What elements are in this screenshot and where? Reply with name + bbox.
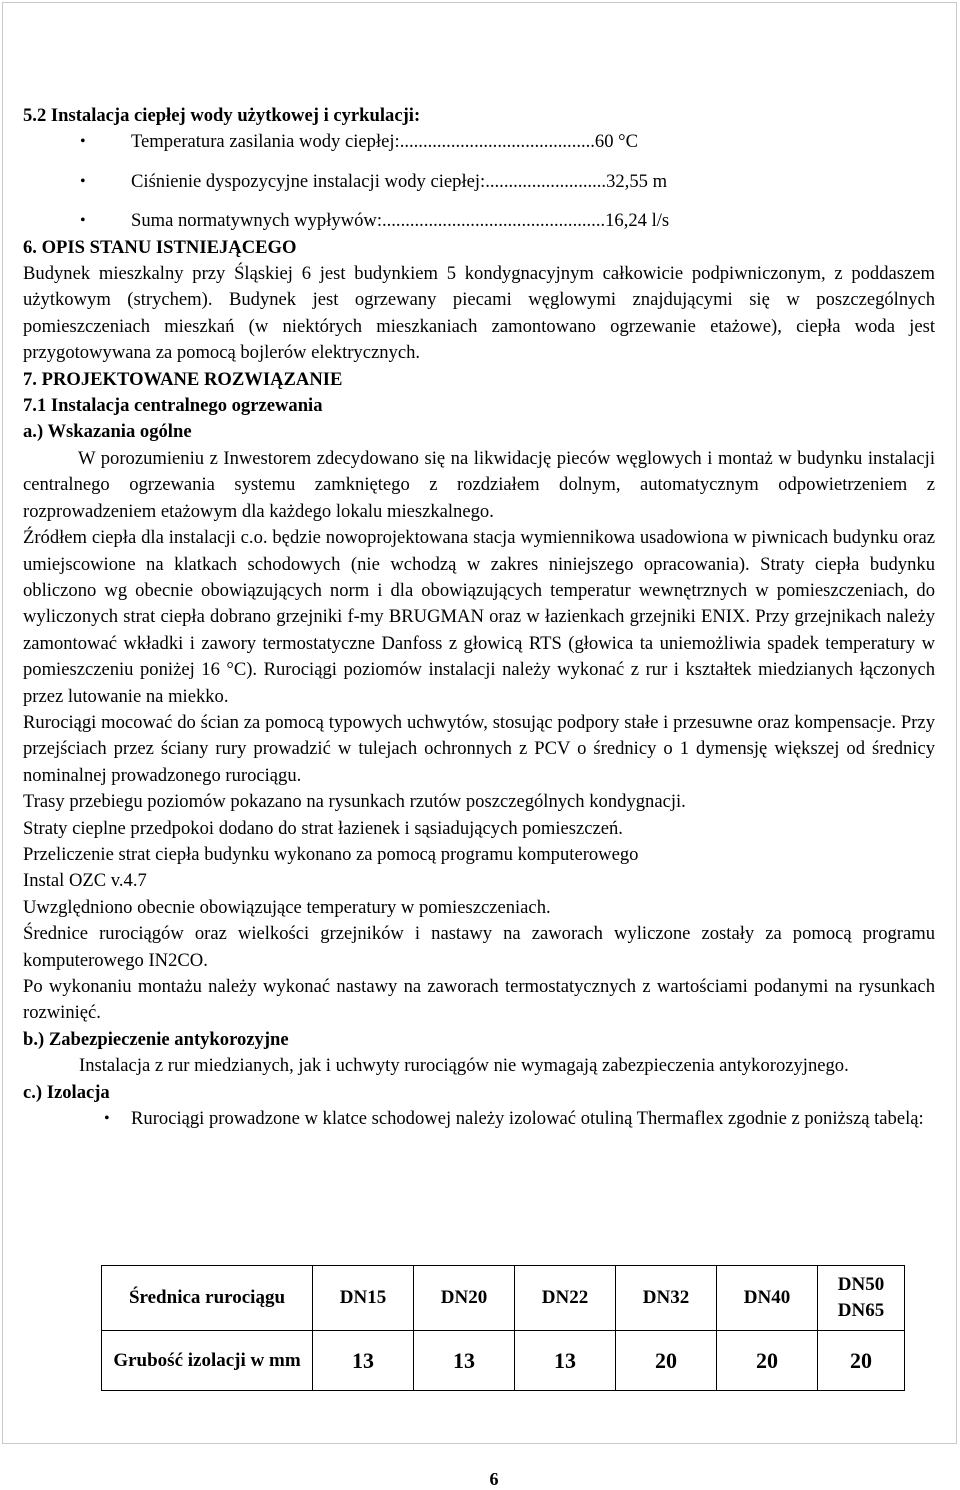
table-cell: 13 bbox=[414, 1331, 515, 1391]
page-number: 6 bbox=[489, 1469, 499, 1489]
section-5-2-heading: 5.2 Instalacja ciepłej wody użytkowej i cyrkulacji: bbox=[23, 105, 421, 126]
section-6-text: Budynek mieszkalny przy Śląskiej 6 jest budynkiem 5 kondygnacyjnym całkowicie podpiwniczonym, z poddaszem użytkowym (strychem). Budynek jest ogrzewany piecami węglowymi znajdującymi się w poszczególnych pomieszczeniach mieszkań (w niektórych mieszkaniach zamontowano ogrzewanie etażowe), ciepła woda jest przygotowywana za pomocą bojlerów elektrycznych. bbox=[23, 263, 935, 364]
table-cell: 13 bbox=[515, 1331, 616, 1391]
paragraph: Przeliczenie strat ciepła budynku wykonano za pomocą programu komputerowego bbox=[23, 843, 639, 865]
table-cell: 20 bbox=[717, 1331, 818, 1391]
insulation-table bbox=[101, 1265, 905, 1391]
section-7-1-heading: 7.1 Instalacja centralnego ogrzewania bbox=[23, 395, 323, 417]
list-item: • Temperatura zasilania wody ciepłej:..........................................60 °C bbox=[23, 129, 935, 155]
table-cell: 20 bbox=[616, 1331, 717, 1391]
subsection-b-heading: b.) Zabezpieczenie antykorozyjne bbox=[23, 1028, 289, 1050]
paragraph: Trasy przebiegu poziomów pokazano na rysunkach rzutów poszczególnych kondygnacji. bbox=[23, 791, 686, 813]
paragraph: Instal OZC v.4.7 bbox=[23, 870, 147, 892]
list-item: • Rurociągi prowadzone w klatce schodowej należy izolować otuliną Thermaflex zgodnie z poniższą tabelą: bbox=[23, 1106, 935, 1132]
table-cell-line: DN50 bbox=[837, 1274, 885, 1295]
paragraph: Uwzględniono obecnie obowiązujące temperatury w pomieszczeniach. bbox=[23, 896, 551, 918]
table-cell: DN40 bbox=[717, 1266, 818, 1331]
table-cell: DN20 bbox=[414, 1266, 515, 1331]
paragraph: Instalacja z rur miedzianych, jak i uchwyty rurociągów nie wymagają zabezpieczenia antykorozyjnego. bbox=[79, 1055, 849, 1077]
table-row bbox=[102, 1331, 905, 1391]
list-item: • Suma normatywnych wypływów:................................................16,24 l/s bbox=[23, 208, 935, 234]
table-cell: DN22 bbox=[515, 1266, 616, 1331]
subsection-a-heading: a.) Wskazania ogólne bbox=[23, 421, 192, 443]
paragraph: W porozumieniu z Inwestorem zdecydowano się na likwidację pieców węglowych i montaż w budynku instalacji centralnego ogrzewania systemu zamkniętego z rozdziałem dolnym, automatycznym odpowietrzeniem z rozprowadzeniem etażowym dla każdego lokalu mieszkalnego. bbox=[23, 447, 935, 522]
table-cell: 20 bbox=[818, 1331, 905, 1391]
section-7-heading: 7. PROJEKTOWANE ROZWIĄZANIE bbox=[23, 368, 343, 390]
table-row bbox=[102, 1266, 905, 1331]
table-header-cell: Grubość izolacji w mm bbox=[102, 1331, 313, 1391]
list-item: • Ciśnienie dyspozycyjne instalacji wody ciepłej:..........................32,55 m bbox=[23, 169, 935, 195]
paragraph: Straty cieplne przedpokoi dodano do strat łazienek i sąsiadujących pomieszczeń. bbox=[23, 817, 623, 839]
paragraph: Po wykonaniu montażu należy wykonać nastawy na zaworach termostatycznych z wartościami podanymi na rysunkach rozwinięć. bbox=[23, 976, 935, 1024]
table-cell bbox=[818, 1266, 905, 1331]
paragraph: Źródłem ciepła dla instalacji c.o. będzie nowoprojektowana stacja wymiennikowa usadowiona w piwnicach budynku oraz umiejscowione na klatkach schodowych (nie wchodzą w zakres niniejszego opracowania). Straty ciepła budynku obliczono wg obecnie obowiązujących norm i dla obowiązujących temperatur wewnętrznych w pomieszczeniach, do wyliczonych strat ciepła dobrano grzejniki f-my BRUGMAN oraz w łazienkach grzejniki ENIX. Przy grzejnikach należy zamontować wkładki i zawory termostatyczne Danfoss z głowicą RTS (głowica ta uniemożliwia spadek temperatury w pomieszczeniu poniżej 16 °C). Rurociągi poziomów instalacji należy wykonać z rur i kształtek miedzianych łączonych przez lutowanie na miekko. bbox=[23, 527, 935, 707]
document-body bbox=[23, 103, 935, 1132]
table-header-cell: Średnica rurociągu bbox=[102, 1266, 313, 1331]
subsection-c-heading: c.) Izolacja bbox=[23, 1081, 110, 1103]
section-6-heading: 6. OPIS STANU ISTNIEJĄCEGO bbox=[23, 236, 297, 258]
table-cell: 13 bbox=[313, 1331, 414, 1391]
table-cell-line: DN65 bbox=[837, 1300, 885, 1321]
paragraph: Średnice rurociągów oraz wielkości grzejników i nastawy na zaworach wyliczone zostały za pomocą programu komputerowego IN2CO. bbox=[23, 923, 935, 971]
table-cell: DN32 bbox=[616, 1266, 717, 1331]
paragraph: Rurociągi mocować do ścian za pomocą typowych uchwytów, stosując podpory stałe i przesuwne oraz kompensacje. Przy przejściach przez ściany rury prowadzić w tulejach ochronnych z PCV o średnicy o 1 dymensję większej od średnicy nominalnej prowadzonego rurociągu. bbox=[23, 711, 935, 786]
table-cell: DN15 bbox=[313, 1266, 414, 1331]
